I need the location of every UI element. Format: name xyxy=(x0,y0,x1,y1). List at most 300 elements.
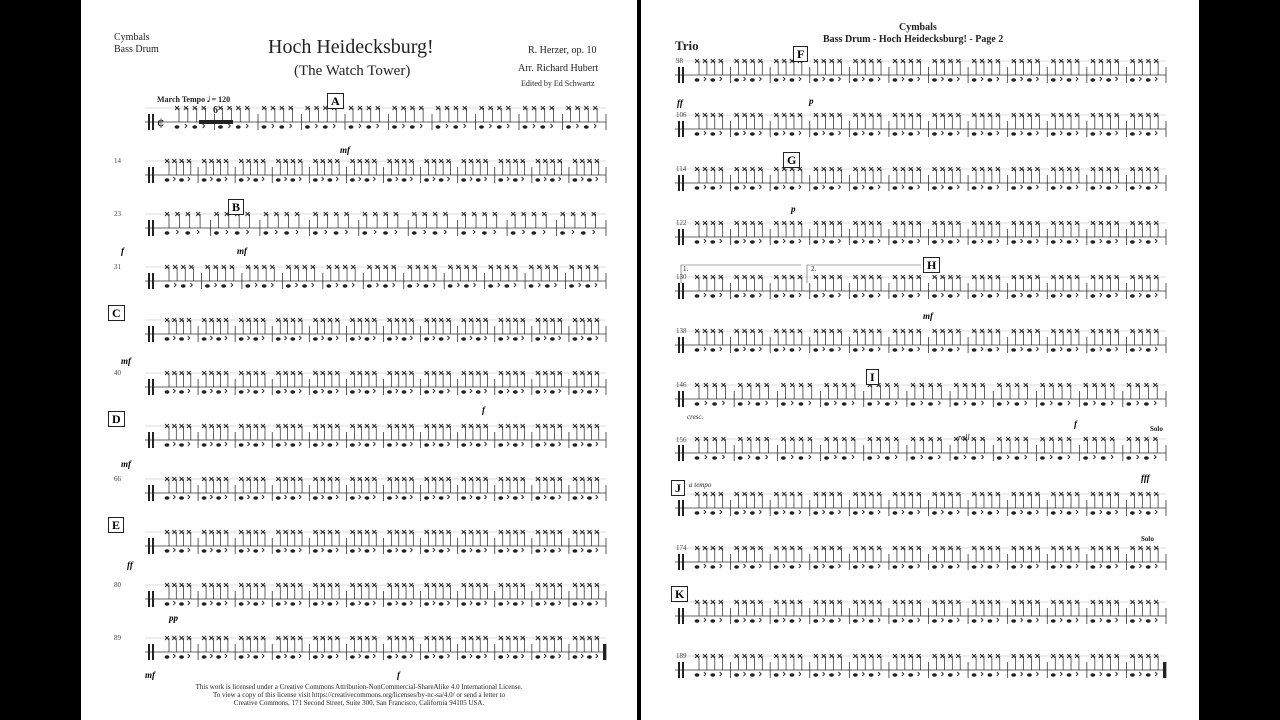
rest-icon xyxy=(878,77,880,81)
bass-drum-note xyxy=(908,240,913,243)
bass-drum-note xyxy=(402,337,407,340)
bass-drum-note xyxy=(439,178,444,181)
bass-drum-note xyxy=(402,496,407,499)
bass-drum-note xyxy=(202,602,207,605)
rest-icon xyxy=(921,401,923,405)
rest-icon xyxy=(823,239,825,243)
bass-drum-note xyxy=(1146,511,1151,514)
staff-system xyxy=(675,654,1166,678)
bass-drum-note xyxy=(350,337,355,340)
rest-icon xyxy=(823,185,825,189)
bass-drum-note xyxy=(1027,186,1032,189)
bass-drum-note xyxy=(1090,348,1095,351)
rehearsal-mark-j: J xyxy=(671,480,685,496)
rest-icon xyxy=(704,564,706,568)
bass-drum-note xyxy=(253,443,258,446)
rest-icon xyxy=(581,654,583,658)
bass-drum-note xyxy=(885,456,890,459)
rest-icon xyxy=(1050,455,1052,459)
rest-icon xyxy=(173,177,175,181)
rest-icon xyxy=(596,548,598,552)
rest-icon xyxy=(1100,510,1102,514)
editor: Edited by Ed Schwartz xyxy=(521,79,595,88)
bass-drum-note xyxy=(453,125,458,128)
bass-drum-note xyxy=(476,443,481,446)
rest-icon xyxy=(838,77,840,81)
bass-drum-note xyxy=(987,78,992,81)
percussion-clef xyxy=(152,114,154,130)
rest-icon xyxy=(225,548,227,552)
rest-icon xyxy=(522,548,524,552)
percussion-clef xyxy=(148,591,150,607)
bass-drum-note xyxy=(504,284,509,287)
bass-drum-note xyxy=(987,348,992,351)
bass-drum-note xyxy=(869,565,874,568)
bass-drum-note xyxy=(350,178,355,181)
dynamic-mark: fff xyxy=(1141,473,1150,483)
rest-icon xyxy=(299,442,301,446)
rest-icon xyxy=(902,347,904,351)
bass-drum-note xyxy=(774,294,779,297)
bass-drum-note xyxy=(893,186,898,189)
rest-icon xyxy=(720,239,722,243)
rest-icon xyxy=(203,124,205,128)
bass-drum-note xyxy=(461,655,466,658)
rest-icon xyxy=(878,131,880,135)
bass-drum-note xyxy=(290,390,295,393)
rest-icon xyxy=(275,230,277,234)
rest-icon xyxy=(878,185,880,189)
bass-drum-note xyxy=(202,178,207,181)
rest-icon xyxy=(1139,510,1141,514)
solo-mark: Solo xyxy=(1141,535,1154,543)
rest-icon xyxy=(941,618,943,622)
bass-drum-note xyxy=(192,125,197,128)
rest-icon xyxy=(1021,185,1023,189)
rest-icon xyxy=(878,239,880,243)
rest-icon xyxy=(559,495,561,499)
rest-icon xyxy=(918,131,920,135)
rest-icon xyxy=(1036,510,1038,514)
rehearsal-mark-e: E xyxy=(108,517,124,533)
rest-icon xyxy=(299,495,301,499)
rest-icon xyxy=(225,336,227,340)
bass-drum-note xyxy=(498,178,503,181)
bass-drum-note xyxy=(824,456,829,459)
bass-drum-note xyxy=(932,240,937,243)
rest-icon xyxy=(559,177,561,181)
bass-drum-note xyxy=(513,602,518,605)
rest-icon xyxy=(783,347,785,351)
bass-drum-note xyxy=(908,348,913,351)
bass-drum-note xyxy=(383,284,388,287)
bass-drum-note xyxy=(498,602,503,605)
bass-drum-note xyxy=(774,348,779,351)
rest-icon xyxy=(704,77,706,81)
percussion-clef xyxy=(152,167,154,183)
bass-drum-note xyxy=(750,240,755,243)
percussion-clef xyxy=(148,644,150,660)
rest-icon xyxy=(210,177,212,181)
rest-icon xyxy=(299,389,301,393)
bass-drum-note xyxy=(948,294,953,297)
staff-system xyxy=(675,437,1166,461)
rest-icon xyxy=(759,618,761,622)
percussion-clef xyxy=(678,283,680,299)
arranger: Arr. Richard Hubert xyxy=(518,63,599,74)
dynamic-mark: mf xyxy=(923,311,933,321)
rest-icon xyxy=(878,564,880,568)
rest-icon xyxy=(941,564,943,568)
bass-drum-note xyxy=(276,655,281,658)
rest-icon xyxy=(1139,293,1141,297)
bass-drum-note xyxy=(1040,402,1045,405)
rest-icon xyxy=(581,548,583,552)
measure-number: 130 xyxy=(676,273,687,281)
bass-drum-note xyxy=(908,132,913,135)
rest-icon xyxy=(783,510,785,514)
bass-drum-note xyxy=(327,390,332,393)
rest-icon xyxy=(581,177,583,181)
bass-drum-note xyxy=(1051,78,1056,81)
bass-drum-note xyxy=(908,78,913,81)
rest-icon xyxy=(759,185,761,189)
rehearsal-mark-k: K xyxy=(671,586,688,602)
measure-number: 146 xyxy=(676,381,687,389)
rest-icon xyxy=(1100,185,1102,189)
bass-drum-note xyxy=(573,390,578,393)
rest-icon xyxy=(759,510,761,514)
rest-icon xyxy=(188,442,190,446)
rest-icon xyxy=(285,654,287,658)
rest-icon xyxy=(838,672,840,676)
rest-icon xyxy=(1116,347,1118,351)
rest-icon xyxy=(262,442,264,446)
rest-icon xyxy=(957,672,959,676)
bass-drum-note xyxy=(750,186,755,189)
percussion-clef xyxy=(682,554,684,570)
rest-icon xyxy=(464,124,466,128)
bass-drum-note xyxy=(179,549,184,552)
bass-drum-note xyxy=(402,443,407,446)
rest-icon xyxy=(188,495,190,499)
dynamic-mark: mf xyxy=(121,356,131,366)
bass-drum-note xyxy=(1011,619,1016,622)
bass-drum-note xyxy=(755,456,760,459)
bass-drum-note xyxy=(997,456,1002,459)
rest-icon xyxy=(522,177,524,181)
rest-icon xyxy=(559,442,561,446)
bass-drum-note xyxy=(1130,186,1135,189)
rest-icon xyxy=(720,618,722,622)
bass-drum-note xyxy=(1130,565,1135,568)
bass-drum-note xyxy=(573,443,578,446)
rest-icon xyxy=(285,177,287,181)
measure-number: 189 xyxy=(676,652,687,660)
percussion-clef xyxy=(678,445,680,461)
bass-drum-note xyxy=(1058,402,1063,405)
rest-icon xyxy=(559,336,561,340)
bass-drum-note xyxy=(498,549,503,552)
rest-icon xyxy=(410,601,412,605)
bass-drum-note xyxy=(365,443,370,446)
bass-drum-note xyxy=(175,125,180,128)
rest-icon xyxy=(1139,131,1141,135)
bass-drum-note xyxy=(253,496,258,499)
rest-icon xyxy=(720,77,722,81)
rest-icon xyxy=(262,389,264,393)
bass-drum-note xyxy=(829,511,834,514)
dynamic-mark: f xyxy=(1074,419,1077,429)
rest-icon xyxy=(173,548,175,552)
bass-drum-note xyxy=(987,132,992,135)
percussion-clef xyxy=(152,379,154,395)
rest-icon xyxy=(596,336,598,340)
rest-icon xyxy=(470,336,472,340)
staff-system xyxy=(145,477,606,501)
bass-drum-note xyxy=(476,390,481,393)
bass-drum-note xyxy=(987,186,992,189)
rest-icon xyxy=(559,548,561,552)
rest-icon xyxy=(299,336,301,340)
rest-icon xyxy=(447,654,449,658)
bass-drum-note xyxy=(1090,186,1095,189)
rest-icon xyxy=(322,389,324,393)
bass-drum-note xyxy=(439,337,444,340)
bass-drum-note xyxy=(573,496,578,499)
rest-icon xyxy=(417,283,419,287)
rest-icon xyxy=(743,618,745,622)
staff-systems-page-1 xyxy=(81,0,637,720)
bass-drum-note xyxy=(179,337,184,340)
bass-drum-note xyxy=(948,78,953,81)
rest-icon xyxy=(1060,293,1062,297)
rest-icon xyxy=(581,336,583,340)
bass-drum-note xyxy=(202,390,207,393)
rest-icon xyxy=(1155,185,1157,189)
rest-icon xyxy=(1100,618,1102,622)
bass-drum-note xyxy=(1130,78,1135,81)
rest-icon xyxy=(1021,618,1023,622)
bass-drum-note xyxy=(365,337,370,340)
bass-drum-note xyxy=(734,240,739,243)
rest-icon xyxy=(981,401,983,405)
dynamic-mark: p xyxy=(791,204,796,214)
bass-drum-note xyxy=(750,565,755,568)
rest-icon xyxy=(1155,672,1157,676)
rest-icon xyxy=(704,185,706,189)
percussion-clef xyxy=(682,337,684,353)
rest-icon xyxy=(457,283,459,287)
rest-icon xyxy=(783,185,785,189)
bass-drum-note xyxy=(842,456,847,459)
bass-drum-note xyxy=(165,549,170,552)
rest-icon xyxy=(484,442,486,446)
bass-drum-note xyxy=(1101,456,1106,459)
rest-icon xyxy=(215,283,217,287)
rest-icon xyxy=(1155,77,1157,81)
bass-drum-note xyxy=(550,390,555,393)
rest-icon xyxy=(1021,510,1023,514)
rest-icon xyxy=(174,283,176,287)
rest-icon xyxy=(918,185,920,189)
bass-drum-note xyxy=(734,78,739,81)
rest-icon xyxy=(1076,564,1078,568)
staff-system xyxy=(675,329,1166,353)
rest-icon xyxy=(544,495,546,499)
rest-icon xyxy=(1139,618,1141,622)
bass-drum-note xyxy=(439,602,444,605)
rest-icon xyxy=(1100,564,1102,568)
bass-drum-note xyxy=(513,496,518,499)
bass-drum-note xyxy=(1130,348,1135,351)
staff-system xyxy=(145,371,606,395)
percussion-clef xyxy=(682,391,684,407)
bass-drum-note xyxy=(813,78,818,81)
bass-drum-note xyxy=(216,655,221,658)
bass-drum-note xyxy=(239,496,244,499)
rest-icon xyxy=(997,347,999,351)
bass-drum-note xyxy=(1051,348,1056,351)
rest-icon xyxy=(433,495,435,499)
rest-icon xyxy=(285,389,287,393)
bass-drum-note xyxy=(581,231,586,234)
rest-icon xyxy=(247,230,249,234)
rest-icon xyxy=(470,495,472,499)
bass-drum-note xyxy=(1090,565,1095,568)
bass-drum-note xyxy=(948,132,953,135)
tempo-text: March Tempo xyxy=(157,95,206,104)
rest-icon xyxy=(522,601,524,605)
rest-icon xyxy=(743,293,745,297)
bass-drum-note xyxy=(1144,402,1149,405)
rest-icon xyxy=(902,564,904,568)
bass-drum-note xyxy=(424,390,429,393)
rest-icon xyxy=(225,654,227,658)
bass-drum-note xyxy=(290,496,295,499)
bass-drum-note xyxy=(750,673,755,676)
rest-icon xyxy=(396,442,398,446)
rest-icon xyxy=(1154,401,1156,405)
bass-drum-note xyxy=(1126,402,1131,405)
rest-icon xyxy=(322,336,324,340)
bass-drum-note xyxy=(1027,78,1032,81)
bass-drum-note xyxy=(948,619,953,622)
rest-icon xyxy=(1100,347,1102,351)
bass-drum-note xyxy=(387,178,392,181)
bass-drum-note xyxy=(497,125,502,128)
bass-drum-note xyxy=(908,565,913,568)
bass-drum-note xyxy=(1146,619,1151,622)
bass-drum-note xyxy=(972,673,977,676)
rest-icon xyxy=(957,564,959,568)
rest-icon xyxy=(981,672,983,676)
rest-icon xyxy=(1076,131,1078,135)
rest-icon xyxy=(188,177,190,181)
rest-icon xyxy=(743,239,745,243)
rest-icon xyxy=(210,389,212,393)
rest-icon xyxy=(720,672,722,676)
rest-icon xyxy=(1036,77,1038,81)
bass-drum-note xyxy=(853,78,858,81)
percussion-clef xyxy=(678,337,680,353)
rest-icon xyxy=(262,495,264,499)
bass-drum-note xyxy=(1051,511,1056,514)
bass-drum-note xyxy=(327,496,332,499)
staff-system xyxy=(675,113,1166,137)
rest-icon xyxy=(433,654,435,658)
half-note-icon: 𝅗𝅥 xyxy=(207,95,210,104)
rest-icon xyxy=(285,442,287,446)
bass-drum-note xyxy=(1106,240,1111,243)
bass-drum-note xyxy=(790,619,795,622)
rest-icon xyxy=(173,654,175,658)
rest-icon xyxy=(470,548,472,552)
bass-drum-note xyxy=(1067,294,1072,297)
bass-drum-note xyxy=(202,496,207,499)
rest-icon xyxy=(823,618,825,622)
bass-drum-note xyxy=(327,655,332,658)
bass-drum-note xyxy=(750,511,755,514)
measure-number: 40 xyxy=(114,369,121,377)
bass-drum-note xyxy=(498,443,503,446)
bass-drum-note xyxy=(488,284,493,287)
bass-drum-note xyxy=(535,602,540,605)
bass-drum-note xyxy=(350,496,355,499)
bass-drum-note xyxy=(695,78,700,81)
rest-icon xyxy=(1116,293,1118,297)
bass-drum-note xyxy=(712,456,717,459)
composer: R. Herzer, op. 10 xyxy=(528,45,597,56)
dynamic-mark: f xyxy=(397,670,400,680)
rest-icon xyxy=(918,564,920,568)
bass-drum-note xyxy=(790,511,795,514)
rest-icon xyxy=(1139,185,1141,189)
bass-drum-note xyxy=(734,565,739,568)
bass-drum-note xyxy=(424,178,429,181)
bass-drum-note xyxy=(734,619,739,622)
bass-drum-note xyxy=(710,565,715,568)
rest-icon xyxy=(981,185,983,189)
bass-drum-note xyxy=(202,337,207,340)
dynamic-mark: ff xyxy=(127,560,133,570)
rest-icon xyxy=(838,564,840,568)
a-tempo-mark: a tempo xyxy=(689,481,712,489)
bass-drum-note xyxy=(813,565,818,568)
rest-icon xyxy=(957,293,959,297)
staff-system xyxy=(675,546,1166,570)
rest-icon xyxy=(225,495,227,499)
volta-ending-2: 2. xyxy=(811,265,817,273)
rest-icon xyxy=(514,283,516,287)
bass-drum-note xyxy=(529,284,534,287)
bass-drum-note xyxy=(279,125,284,128)
rest-icon xyxy=(285,601,287,605)
rest-icon xyxy=(852,455,854,459)
rest-icon xyxy=(498,283,500,287)
rest-icon xyxy=(470,389,472,393)
rest-icon xyxy=(1036,293,1038,297)
bass-drum-note xyxy=(535,178,540,181)
bass-drum-note xyxy=(334,231,339,234)
bass-drum-note xyxy=(290,549,295,552)
rest-icon xyxy=(262,548,264,552)
instrument-name-line1: Cymbals xyxy=(114,32,150,43)
bass-drum-note xyxy=(842,402,847,405)
bass-drum-note xyxy=(893,132,898,135)
bass-drum-note xyxy=(781,402,786,405)
rest-icon xyxy=(470,442,472,446)
